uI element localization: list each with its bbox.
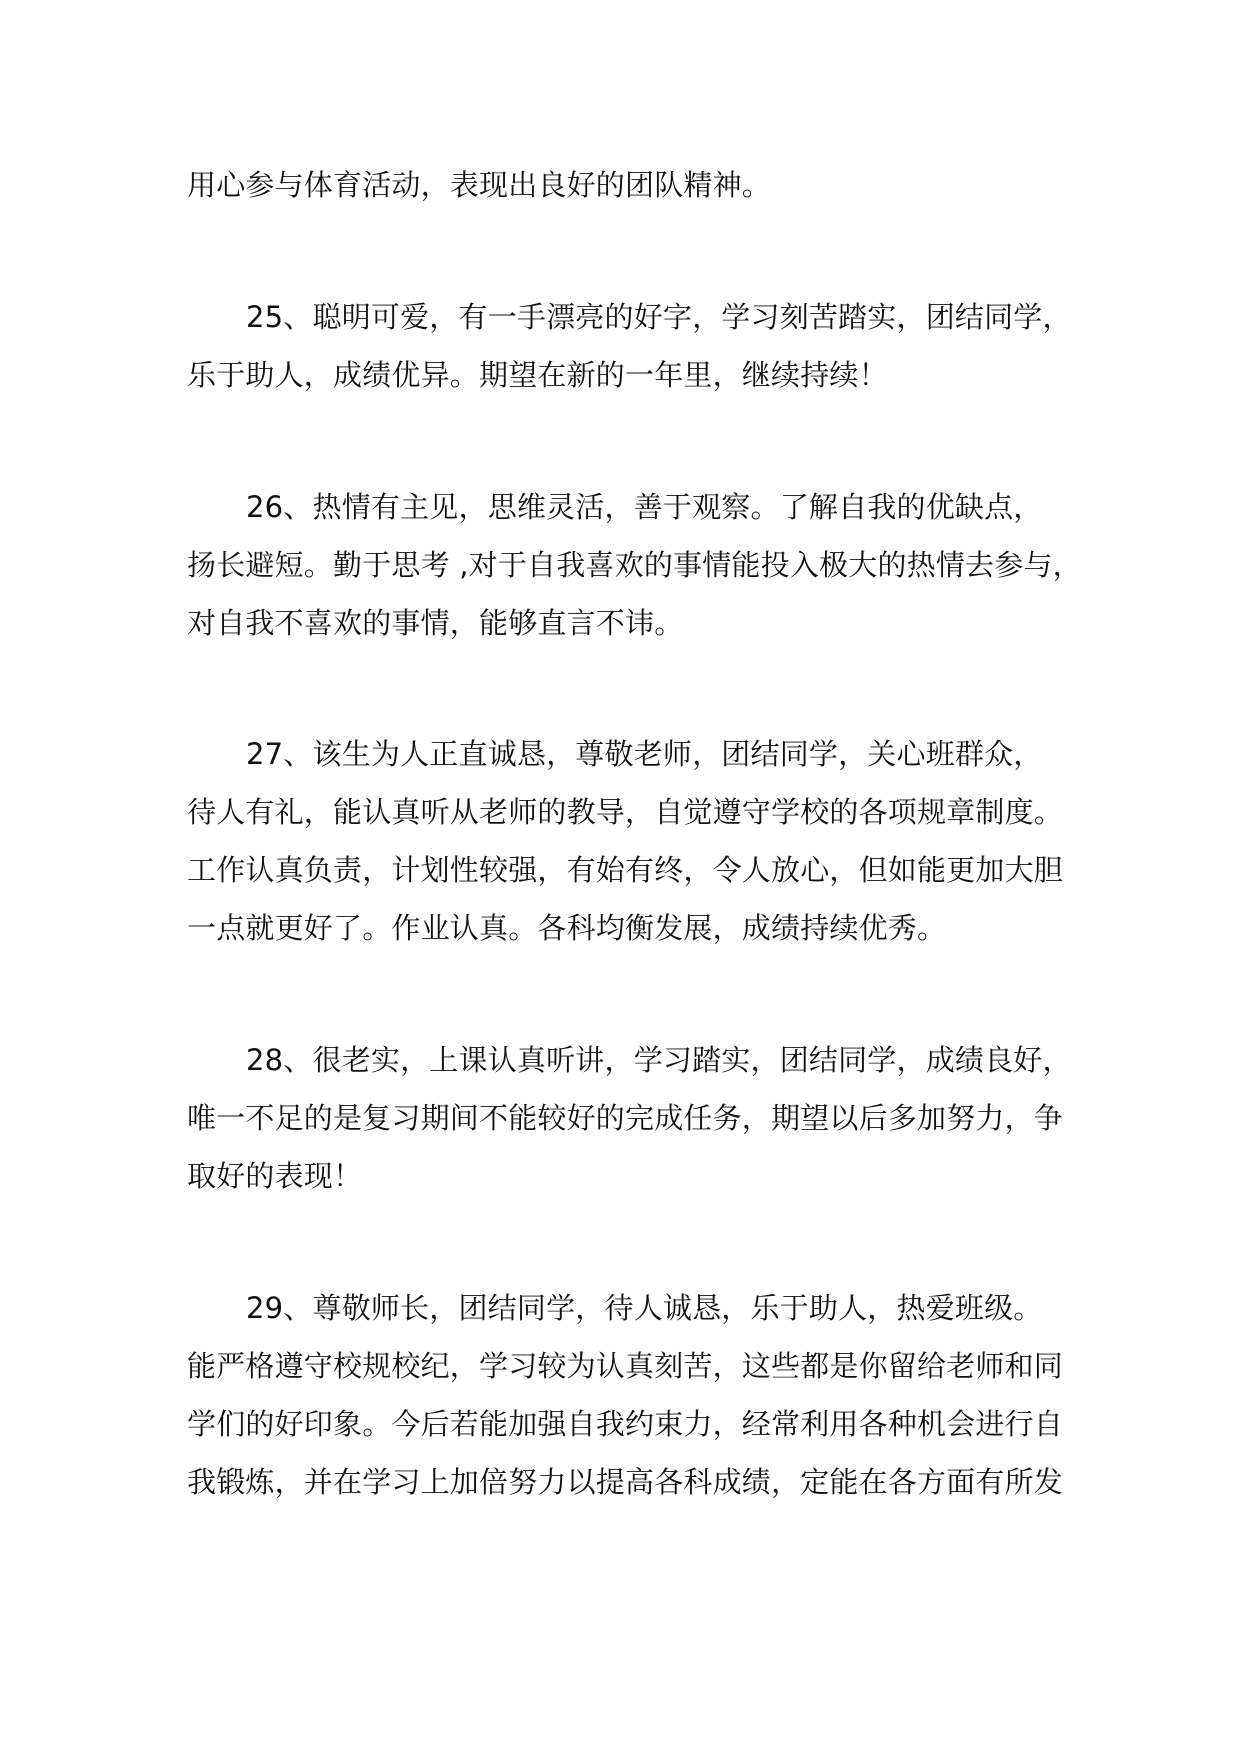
paragraph-28-line-1: 28、很老实，上课认真听讲，学习踏实，团结同学，成绩良好， [246, 1043, 1072, 1077]
paragraph-27-line-3: 工作认真负责，计划性较强，有始有终，令人放心，但如能更加大胆 [187, 853, 1064, 887]
paragraph-29-line-2: 能严格遵守校规校纪，学习较为认真刻苦，这些都是你留给老师和同 [187, 1349, 1064, 1383]
paragraph-29-line-3: 学们的好印象。今后若能加强自我约束力，经常利用各种机会进行自 [187, 1407, 1064, 1441]
paragraph-29-line-1: 29、尊敬师长，团结同学，待人诚恳，乐于助人，热爱班级。 [246, 1291, 1043, 1325]
paragraph-29-line-4: 我锻炼，并在学习上加倍努力以提高各科成绩，定能在各方面有所发 [187, 1465, 1064, 1499]
paragraph-26-line-1: 26、热情有主见，思维灵活，善于观察。了解自我的优缺点， [246, 490, 1043, 524]
paragraph-28-line-2: 唯一不足的是复习期间不能较好的完成任务，期望以后多加努力，争 [187, 1101, 1064, 1135]
paragraph-28-line-3: 取好的表现！ [187, 1159, 363, 1193]
paragraph-26-line-3: 对自我不喜欢的事情，能够直言不讳。 [187, 606, 684, 640]
paragraph-27-line-2: 待人有礼，能认真听从老师的教导，自觉遵守学校的各项规章制度。 [187, 795, 1064, 829]
paragraph-27-line-4: 一点就更好了。作业认真。各科均衡发展，成绩持续优秀。 [187, 911, 947, 945]
paragraph-25-line-2: 乐于助人，成绩优异。期望在新的一年里，继续持续！ [187, 358, 888, 392]
paragraph-24-line-3: 用心参与体育活动，表现出良好的团队精神。 [187, 168, 772, 202]
paragraph-27-line-1: 27、该生为人正直诚恳，尊敬老师，团结同学，关心班群众， [246, 737, 1043, 771]
paragraph-25-line-1: 25、聪明可爱，有一手漂亮的好字，学习刻苦踏实，团结同学， [246, 300, 1072, 334]
paragraph-26-line-2: 扬长避短。勤于思考 ,对于自我喜欢的事情能投入极大的热情去参与， [187, 548, 1082, 582]
